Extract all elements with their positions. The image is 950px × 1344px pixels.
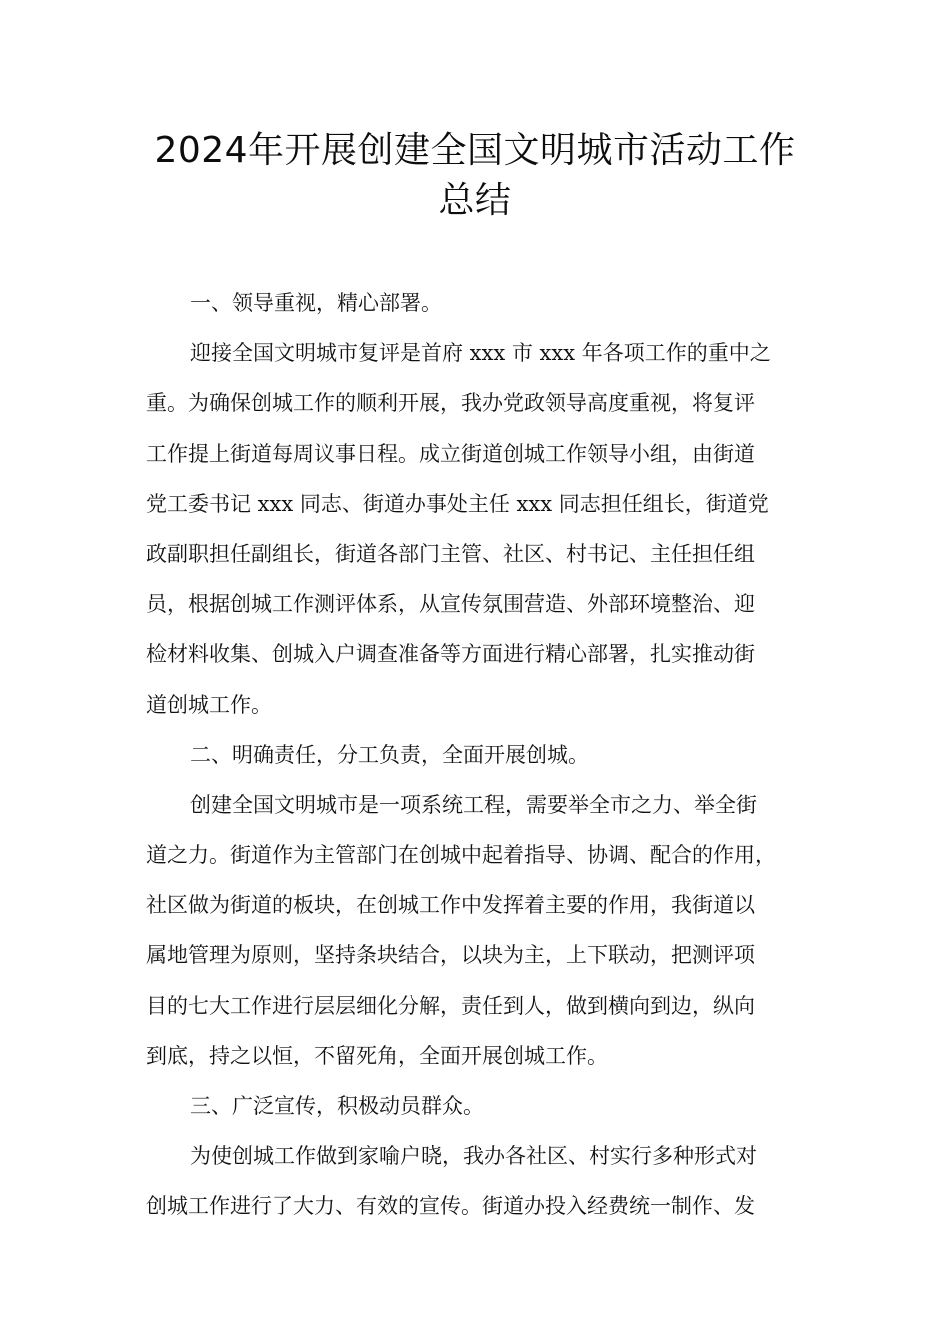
body-line: 三、广泛宣传，积极动员群众。 <box>190 1094 484 1118</box>
body-line: 检材料收集、创城入户调查准备等方面进行精心部署，扎实推动街 <box>146 642 755 667</box>
body-line: 创建全国文明城市是一项系统工程，需要举全市之力、举全街 <box>190 792 757 817</box>
body-line: 工作提上街道每周议事日程。成立街道创城工作领导小组，由街道 <box>146 441 755 466</box>
body-line: 一、领导重视，精心部署。 <box>190 291 442 315</box>
body-line: 员，根据创城工作测评体系，从宣传氛围营造、外部环境整治、迎 <box>146 592 755 617</box>
body-line: 政副职担任副组长，街道各部门主管、社区、村书记、主任担任组 <box>146 541 755 566</box>
body-line: 党工委书记 xxx 同志、街道办事处主任 xxx 同志担任组长，街道党 <box>146 491 769 516</box>
body-line: 为使创城工作做到家喻户晓，我办各社区、村实行多种形式对 <box>190 1144 757 1169</box>
body-line: 属地管理为原则，坚持条块结合，以块为主，上下联动，把测评项 <box>146 943 755 968</box>
body-line: 重。为确保创城工作的顺利开展，我办党政领导高度重视，将复评 <box>146 391 755 416</box>
document-body <box>146 283 810 1237</box>
body-line: 迎接全国文明城市复评是首府 xxx 市 xxx 年各项工作的重中之 <box>190 341 771 366</box>
body-line: 道之力。街道作为主管部门在创城中起着指导、协调、配合的作用， <box>146 843 776 868</box>
body-line: 社区做为街道的板块，在创城工作中发挥着主要的作用，我街道以 <box>146 893 755 918</box>
body-line: 目的七大工作进行层层细化分解，责任到人，做到横向到边，纵向 <box>146 993 755 1018</box>
title-line-1: 2024年开展创建全国文明城市活动工作 <box>154 130 796 171</box>
title-line-2: 总结 <box>438 180 512 221</box>
document-title <box>110 126 840 226</box>
body-line: 到底，持之以恒，不留死角，全面开展创城工作。 <box>146 1043 608 1068</box>
body-line: 二、明确责任，分工负责，全面开展创城。 <box>190 742 589 767</box>
body-line: 创城工作进行了大力、有效的宣传。街道办投入经费统一制作、发 <box>146 1194 755 1219</box>
body-line: 道创城工作。 <box>146 692 272 717</box>
